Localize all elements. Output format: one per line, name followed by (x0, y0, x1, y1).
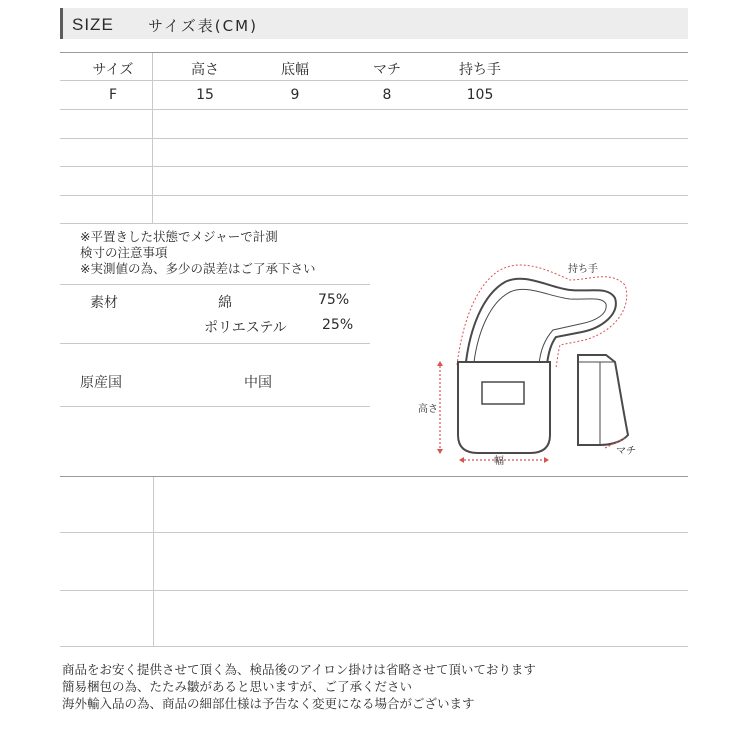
origin-label: 原産国 (80, 375, 122, 391)
size-label: SIZE (72, 15, 114, 34)
footer-note: 海外輸入品の為、商品の細部仕様は予告なく変更になる場合がございます (62, 696, 475, 711)
material-percent: 25% (322, 317, 354, 333)
lower-table-bottom-line (60, 646, 688, 647)
note-line: ※実測値の為、多少の誤差はご了承下さい (80, 261, 316, 276)
gusset-label: マチ (616, 446, 636, 457)
table-top-line (60, 52, 688, 53)
origin-bottom-line (60, 406, 370, 407)
material-label: 素材 (90, 295, 118, 311)
width-label: 幅 (494, 456, 504, 467)
cell-handle: 105 (466, 87, 494, 103)
table-row-line (60, 166, 688, 167)
material-bottom-line (60, 343, 370, 344)
footer-note: 簡易梱包の為、たたみ皺があると思いますが、ご了承ください (62, 679, 413, 694)
col-header-bottom-width: 底幅 (281, 62, 309, 78)
cell-gusset: 8 (382, 87, 392, 103)
header-accent (60, 8, 63, 39)
col-header-size: サイズ (92, 62, 134, 78)
table-divider (152, 53, 153, 223)
lower-table-row-line (60, 532, 688, 533)
col-header-height: 高さ (191, 62, 219, 78)
note-line: 検寸の注意事項 (80, 245, 168, 260)
cell-height: 15 (196, 87, 214, 103)
lower-table-divider (153, 477, 154, 646)
cell-bottom-width: 9 (290, 87, 300, 103)
table-row-line (60, 109, 688, 110)
lower-table-row-line (60, 590, 688, 591)
material-top-line (60, 284, 370, 285)
material-name: 綿 (218, 295, 232, 311)
lower-table-top-line (60, 476, 688, 477)
size-table-title: サイズ表(CM) (148, 17, 258, 35)
table-bottom-line (60, 223, 688, 224)
footer-note: 商品をお安く提供させて頂く為、検品後のアイロン掛けは省略させて頂いております (62, 662, 536, 677)
col-header-handle: 持ち手 (459, 62, 501, 78)
origin-value: 中国 (244, 375, 272, 391)
table-row-line (60, 138, 688, 139)
handle-label: 持ち手 (568, 264, 598, 275)
cell-size: F (108, 87, 118, 103)
material-name: ポリエステル (204, 320, 287, 336)
table-header-line (60, 80, 688, 81)
col-header-gusset: マチ (373, 62, 401, 78)
height-label: 高さ (418, 404, 438, 415)
material-percent: 75% (318, 292, 350, 308)
table-row-line (60, 195, 688, 196)
bag-diagram (410, 250, 650, 470)
note-line: ※平置きした状態でメジャーで計測 (80, 229, 278, 244)
